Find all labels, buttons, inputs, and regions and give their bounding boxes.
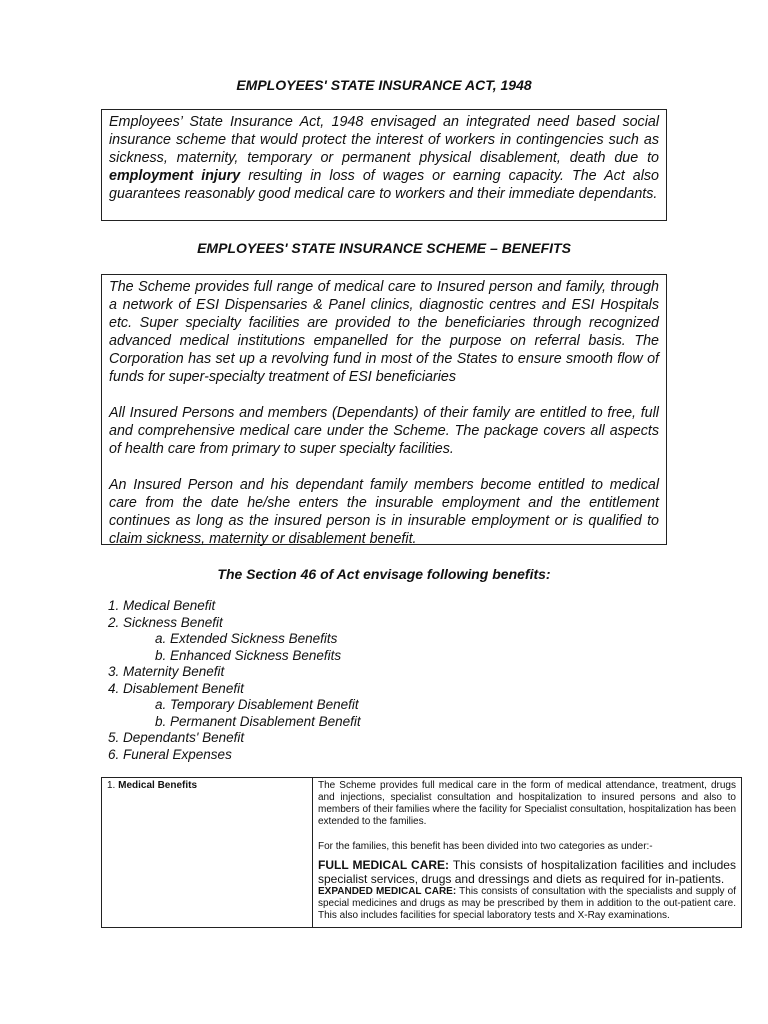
benefits-table xyxy=(101,777,742,928)
list-item: 3. Maternity Benefit xyxy=(108,664,225,679)
section-title: The Section 46 of Act envisage following benefits: xyxy=(217,566,551,582)
scheme-paragraph: An Insured Person and his dependant family members become entitled to medical care from the date he/she enters the insurable employment and the entitlement continues as long as the insured person is in insurable employment or is qualified to claim sickness, maternity or disablement benefit. xyxy=(109,477,659,547)
employment-injury-text: employment injury xyxy=(109,168,241,184)
intro-paragraph: Employees’ State Insurance Act, 1948 envisaged an integrated need based social insurance scheme that would protect the interest of workers in contingencies such as sickness, maternity, temporary or permanent physical disablement, death due to employment injury resulting in loss of wages or earning capacity. The Act also guarantees reasonably good medical care to workers and their immediate dependants. xyxy=(109,114,660,202)
list-item: 2. Sickness Benefit xyxy=(108,614,223,630)
list-subitem: b. Permanent Disablement Benefit xyxy=(155,713,361,729)
act-title: EMPLOYEES' STATE INSURANCE ACT, 1948 xyxy=(236,77,532,93)
table-row xyxy=(102,778,742,928)
description-paragraph: The Scheme provides full medical care in the form of medical attendance, treatment, drugs and injections, specialist consultation and hospitalization to insured persons and also to members of their families where the facility for Specialist consultation, hospitalization has been extended to the families. xyxy=(318,780,736,827)
list-item: 1. Medical Benefit xyxy=(108,598,216,613)
benefits-list xyxy=(108,598,361,763)
scheme-title: EMPLOYEES' STATE INSURANCE SCHEME – BENEFITS xyxy=(197,240,571,256)
scheme-paragraph: The Scheme provides full range of medical care to Insured person and family, through a network of ESI Dispensaries & Panel clinics, diagnostic centres and ESI Hospitals etc. Super specialty facilities are provided to the beneficiaries through recognized advanced medical institutions empanelled for the purpose on referral basis. The Corporation has set up a revolving fund in most of the States to ensure smooth flow of funds for super-specialty treatment of ESI beneficiaries xyxy=(109,279,659,385)
full-medical-care: FULL MEDICAL CARE: This consists of hospitalization facilities and includes specialist services, drugs and dressings and diets as required for in-patients. xyxy=(318,858,736,886)
list-subitem: b. Enhanced Sickness Benefits xyxy=(155,647,342,663)
scheme-box xyxy=(101,274,667,545)
list-subitem: a. Temporary Disablement Benefit xyxy=(155,697,359,712)
list-item: 6. Funeral Expenses xyxy=(108,746,232,762)
intro-box xyxy=(101,109,667,221)
list-item: 4. Disablement Benefit xyxy=(108,680,244,696)
expanded-medical-care: EXPANDED MEDICAL CARE: This consists of consultation with the specialists and supply of special medicines and drugs as may be prescribed by them in addition to the out-patient care. This also includes facilities for special laboratory tests and X-Ray examinations. xyxy=(318,886,736,921)
list-subitem: a. Extended Sickness Benefits xyxy=(155,631,338,646)
scheme-paragraph: All Insured Persons and members (Dependants) of their family are entitled to free, full and comprehensive medical care under the Scheme. The package covers all aspects of health care from primary to super specialty facilities. xyxy=(109,405,659,457)
description-paragraph: For the families, this benefit has been divided into two categories as under:- xyxy=(318,841,653,852)
list-item: 5. Dependants' Benefit xyxy=(108,730,245,745)
benefit-name: Medical Benefits xyxy=(118,780,198,791)
benefit-name-cell: 1. Medical Benefits xyxy=(102,778,313,928)
benefit-description-cell xyxy=(313,778,742,928)
